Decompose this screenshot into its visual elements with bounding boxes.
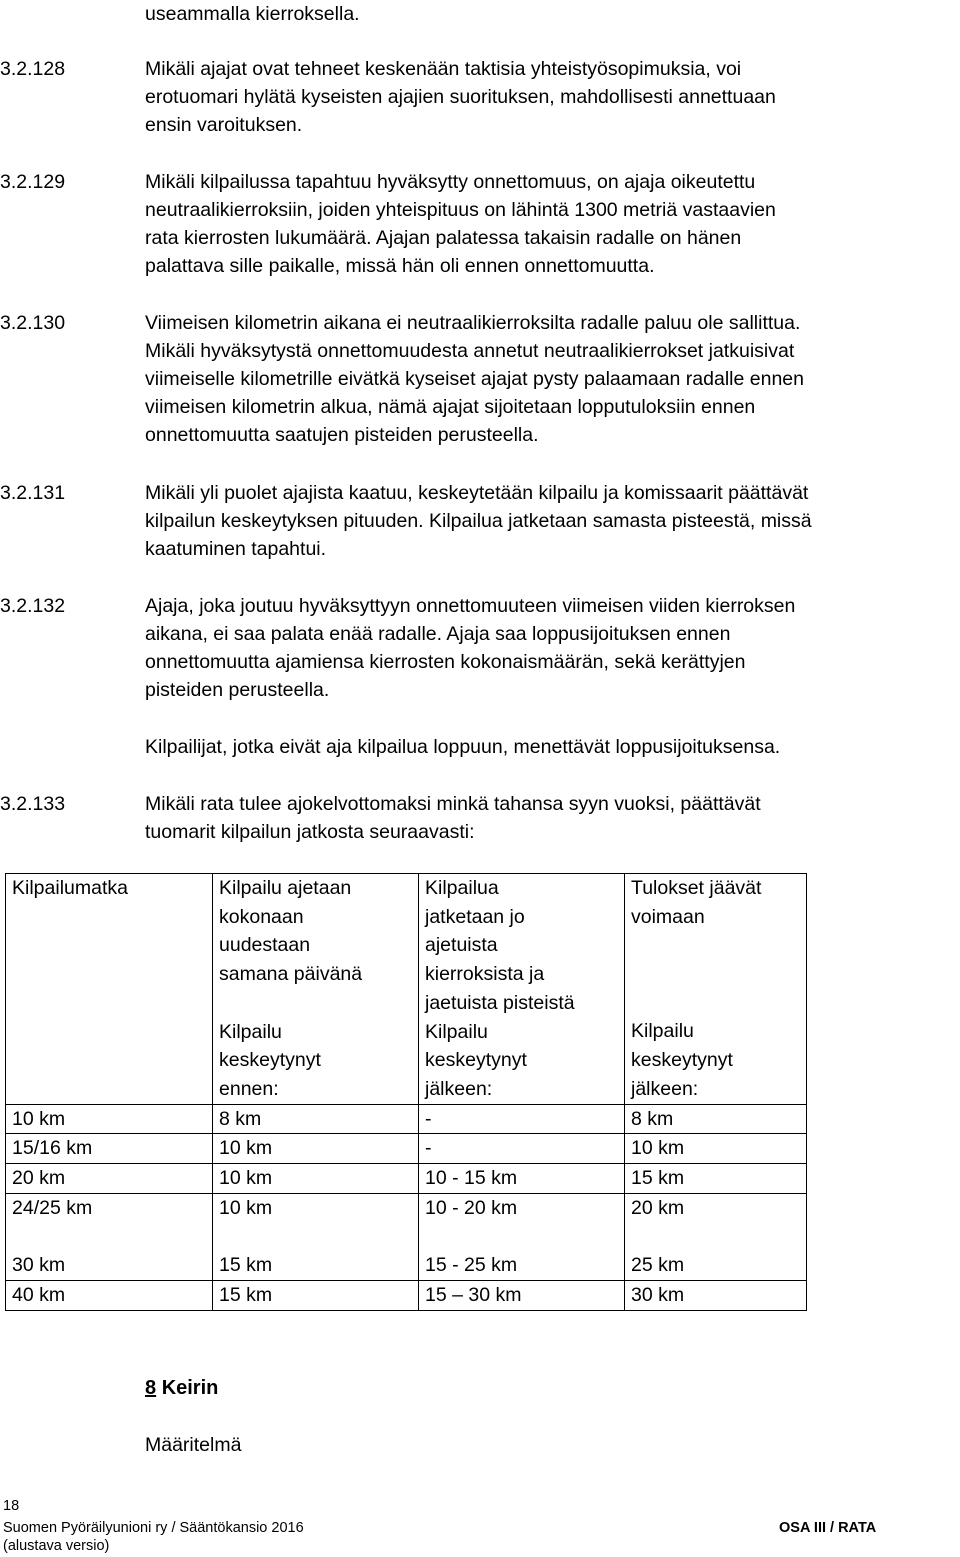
table-cell: 8 km xyxy=(625,1104,807,1134)
table-header-row xyxy=(6,874,807,1105)
table-header-cell: Tulokset jäävät voimaan Kilpailu keskeytynyt jälkeen: xyxy=(625,874,807,1105)
table-cell: 10 km xyxy=(213,1164,419,1194)
section-line: viimeisen kilometrin alkua, nämä ajajat sijoitetaan lopputuloksiin ennen xyxy=(145,396,756,418)
table-cell: 15 – 30 km xyxy=(419,1280,625,1310)
table-header-cell: Kilpailua jatketaan jo ajetuista kierroksista ja jaetuista pisteistä Kilpailu keskeytynyt jälkeen: xyxy=(419,874,625,1105)
section-line: Viimeisen kilometrin aikana ei neutraalikierroksilta radalle paluu ole sallittua. xyxy=(145,312,801,334)
table-row xyxy=(6,1193,807,1280)
section-number: 3.2.131 xyxy=(0,482,66,504)
footer-section: OSA III / RATA xyxy=(779,1520,877,1536)
section-number: 3.2.128 xyxy=(0,58,66,80)
table-cell: 15 km xyxy=(213,1280,419,1310)
table-header-cell: Kilpailu ajetaan kokonaan uudestaan samana päivänä Kilpailu keskeytynyt ennen: xyxy=(213,874,419,1105)
continuation-text: useammalla kierroksella. xyxy=(145,3,360,25)
chapter-number: 8 xyxy=(145,1377,157,1399)
section-line: kaatuminen tapahtui. xyxy=(145,538,327,560)
footer-publisher: Suomen Pyöräilyunioni ry / Sääntökansio 2016 xyxy=(3,1520,304,1536)
section-line: rata kierrosten lukumäärä. Ajajan palatessa takaisin radalle on hänen xyxy=(145,227,742,249)
section-line: pisteiden perusteella. xyxy=(145,679,330,701)
section-line: onnettomuutta ajamiensa kierrosten kokonaismäärän, sekä kerättyjen xyxy=(145,651,746,673)
table-cell: - xyxy=(419,1134,625,1164)
section-line: kilpailun keskeytyksen pituuden. Kilpailua jatketaan samasta pisteestä, missä xyxy=(145,510,812,532)
table-cell: 8 km xyxy=(213,1104,419,1134)
table-cell: 10 km 15 km xyxy=(213,1193,419,1280)
section-line: neutraalikierroksiin, joiden yhteispituus on lähintä 1300 metriä vastaavien xyxy=(145,199,776,221)
table-cell: 15/16 km xyxy=(6,1134,213,1164)
section-line: Mikäli rata tulee ajokelvottomaksi minkä tahansa syyn vuoksi, päättävät xyxy=(145,793,761,815)
section-number: 3.2.132 xyxy=(0,595,66,617)
footer-version: (alustava versio) xyxy=(3,1538,110,1554)
table-cell: 40 km xyxy=(6,1280,213,1310)
table-cell: 10 - 15 km xyxy=(419,1164,625,1194)
section-line: Mikäli hyväksytystä onnettomuudesta annetut neutraalikierrokset jatkuisivat xyxy=(145,340,795,362)
table-cell: - xyxy=(419,1104,625,1134)
table-cell: 30 km xyxy=(625,1280,807,1310)
table-cell: 20 km xyxy=(6,1164,213,1194)
section-number: 3.2.133 xyxy=(0,793,66,815)
table-row xyxy=(6,1104,807,1134)
table-row xyxy=(6,1164,807,1194)
section-line: ensin varoituksen. xyxy=(145,114,303,136)
table-cell: 10 km xyxy=(213,1134,419,1164)
section-line: Ajaja, joka joutuu hyväksyttyyn onnettomuuteen viimeisen viiden kierroksen xyxy=(145,595,796,617)
chapter-heading xyxy=(145,1374,218,1402)
section-line: onnettomuutta saatujen pisteiden perusteella. xyxy=(145,424,539,446)
table-cell: 15 km xyxy=(625,1164,807,1194)
subheading: Määritelmä xyxy=(145,1434,242,1456)
race-interruption-table xyxy=(5,873,807,1311)
table-cell: 10 km xyxy=(6,1104,213,1134)
section-line: Mikäli ajajat ovat tehneet keskenään taktisia yhteistyösopimuksia, voi xyxy=(145,58,742,80)
table-header-cell: Kilpailumatka xyxy=(6,874,213,1105)
section-extra-line: Kilpailijat, jotka eivät aja kilpailua loppuun, menettävät loppusijoituksensa. xyxy=(145,736,781,758)
table-cell: 20 km 25 km xyxy=(625,1193,807,1280)
section-line: viimeiselle kilometrille eivätkä kyseiset ajajat pysty palaamaan radalle ennen xyxy=(145,368,804,390)
section-line: palattava sille paikalle, missä hän oli ennen onnettomuutta. xyxy=(145,255,655,277)
chapter-title: Keirin xyxy=(161,1377,219,1399)
table-row xyxy=(6,1280,807,1310)
table-cell: 10 - 20 km 15 - 25 km xyxy=(419,1193,625,1280)
table-row xyxy=(6,1134,807,1164)
section-line: Mikäli kilpailussa tapahtuu hyväksytty onnettomuus, on ajaja oikeutettu xyxy=(145,171,756,193)
section-line: erotuomari hylätä kyseisten ajajien suorituksen, mahdollisesti annettuaan xyxy=(145,86,776,108)
table-cell: 10 km xyxy=(625,1134,807,1164)
page-number: 18 xyxy=(3,1498,20,1514)
table-cell: 24/25 km 30 km xyxy=(6,1193,213,1280)
section-number: 3.2.130 xyxy=(0,312,66,334)
section-line: tuomarit kilpailun jatkosta seuraavasti: xyxy=(145,821,475,843)
section-number: 3.2.129 xyxy=(0,171,66,193)
section-line: aikana, ei saa palata enää radalle. Ajaja saa loppusijoituksen ennen xyxy=(145,623,731,645)
section-line: Mikäli yli puolet ajajista kaatuu, keskeytetään kilpailu ja komissaarit päättävät xyxy=(145,482,809,504)
